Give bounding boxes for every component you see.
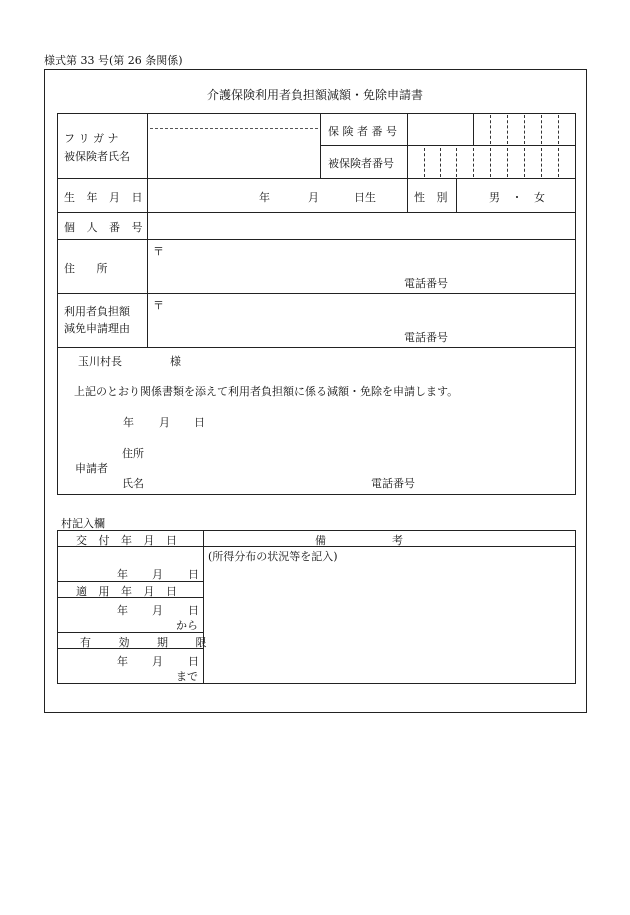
village-section-title: 村記入欄: [61, 517, 105, 530]
furigana-label: フ リ ガ ナ: [64, 132, 119, 145]
validity-header: 有 効 期 限: [80, 636, 219, 649]
reason-label-line1: 利用者負担額: [64, 305, 130, 318]
honorific: 様: [170, 355, 181, 368]
applicable-day: 日: [188, 604, 199, 617]
declaration-day: 日: [194, 416, 205, 429]
declaration-year: 年: [123, 416, 134, 429]
delivery-day: 日: [188, 568, 199, 581]
applicable-date-header: 適 用 年 月 日: [76, 585, 181, 598]
sex-label: 性 別: [414, 191, 452, 204]
postal-mark-1: 〒: [153, 245, 164, 258]
addressee: 玉川村長: [78, 355, 122, 368]
birth-month: 月: [308, 191, 319, 204]
address-label: 住 所: [64, 262, 117, 275]
applicable-month: 月: [152, 604, 163, 617]
phone-label-2: 電話番号: [404, 331, 448, 344]
delivery-date-header: 交 付 年 月 日: [76, 534, 181, 547]
form-title: 介護保険利用者負担額減額・免除申請書: [206, 88, 423, 102]
sex-options: 男 ・ 女: [489, 191, 549, 204]
declaration-statement: 上記のとおり関係書類を添えて利用者負担額に係る減額・免除を申請します。: [74, 385, 459, 398]
reason-label-line2: 減免申請理由: [64, 322, 130, 335]
declaration-month: 月: [159, 416, 170, 429]
applicant-phone-label: 電話番号: [371, 477, 415, 490]
from-label: から: [176, 619, 198, 632]
form-number: 様式第 33 号(第 26 条関係): [44, 54, 183, 67]
delivery-year: 年: [117, 568, 128, 581]
personal-number-label: 個 人 番 号: [64, 221, 147, 234]
applicant-label: 申請者: [75, 462, 108, 475]
birth-date-label: 生 年 月 日: [64, 191, 147, 204]
until-label: まで: [176, 670, 198, 683]
application-table: [57, 113, 576, 495]
phone-label-1: 電話番号: [404, 277, 448, 290]
applicable-year: 年: [117, 604, 128, 617]
remarks-note: (所得分布の状況等を記入): [208, 550, 338, 563]
validity-year: 年: [117, 655, 128, 668]
insured-number-label: 被保険者番号: [328, 157, 394, 170]
remarks-header: 備 考: [315, 534, 403, 547]
applicant-address-label: 住所: [122, 447, 144, 460]
insurer-number-label: 保 険 者 番 号: [328, 125, 397, 138]
delivery-month: 月: [152, 568, 163, 581]
birth-day-suffix: 日生: [354, 191, 376, 204]
birth-year: 年: [259, 191, 270, 204]
applicant-name-label: 氏名: [122, 477, 144, 490]
validity-day: 日: [188, 655, 199, 668]
insured-name-label: 被保険者氏名: [64, 150, 130, 163]
postal-mark-2: 〒: [153, 299, 164, 312]
validity-month: 月: [152, 655, 163, 668]
